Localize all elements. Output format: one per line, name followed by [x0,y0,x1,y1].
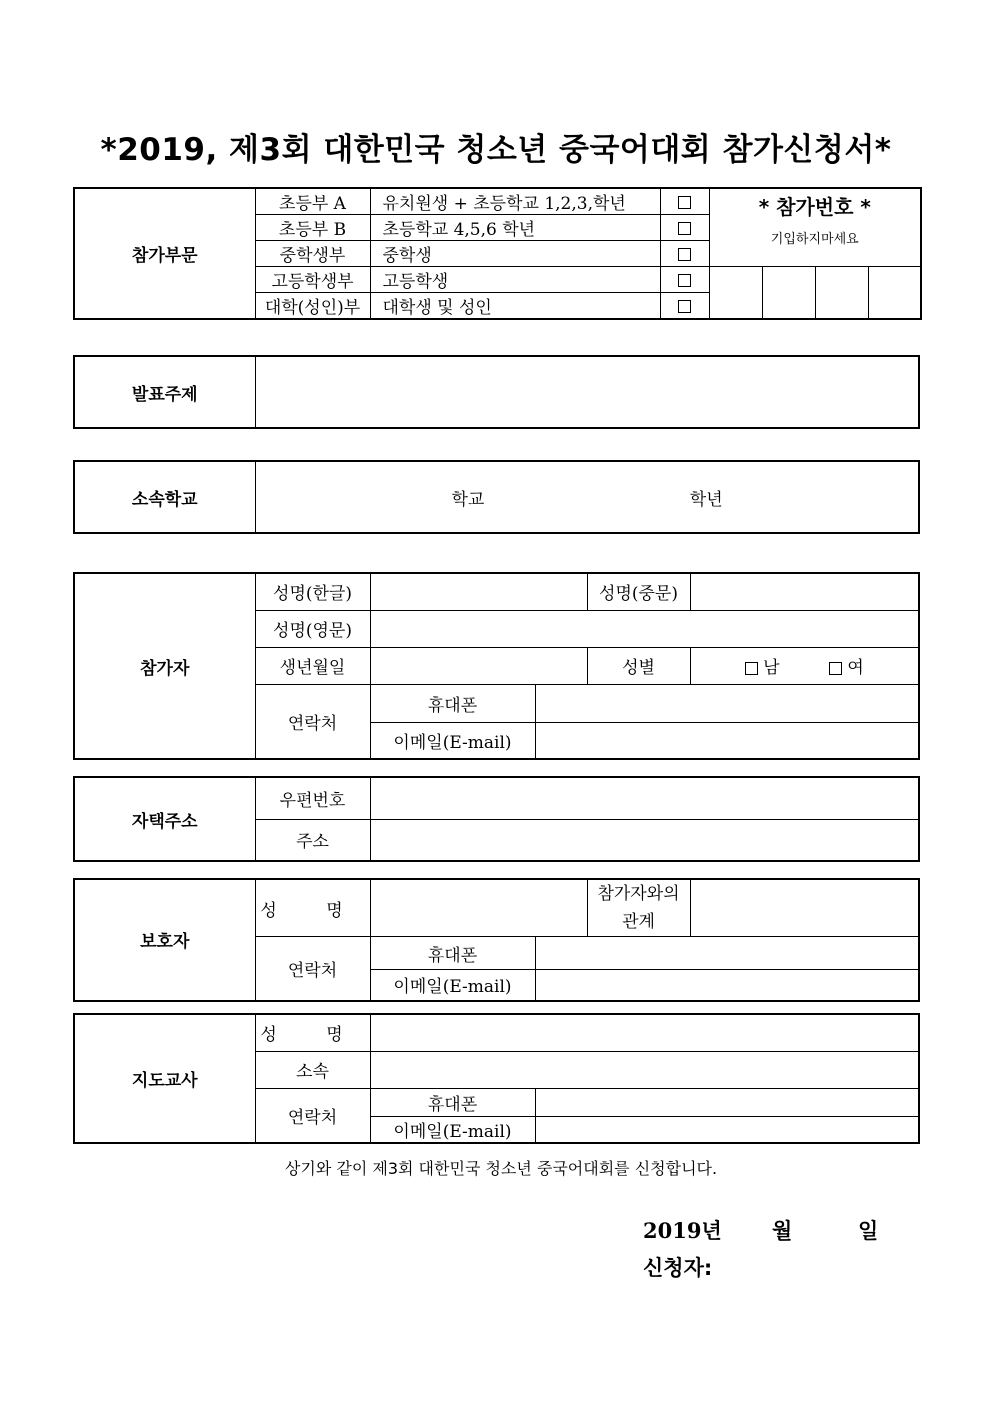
division-name: 초등부 A [255,188,370,215]
participant-table [73,572,920,760]
address-table [73,776,920,862]
participant-number-digit [709,267,762,320]
postal-code-input[interactable] [370,777,919,819]
teacher-mobile-input[interactable] [535,1088,919,1116]
postal-code-label: 우편번호 [255,777,370,819]
participant-number-digit [762,267,815,320]
guardian-contact-label: 연락처 [255,937,370,1001]
school-table [73,460,920,534]
topic-input[interactable] [255,356,919,428]
division-checkbox[interactable] [660,267,709,293]
guardian-table [73,878,920,1002]
teacher-header: 지도교사 [74,1014,255,1143]
date-year: 2019년 [643,1218,722,1243]
division-checkbox[interactable] [660,293,709,320]
division-checkbox[interactable] [660,215,709,241]
division-name: 초등부 B [255,215,370,241]
teacher-mobile-label: 휴대폰 [370,1088,535,1116]
participant-contact-label: 연락처 [255,684,370,759]
teacher-affiliation-label: 소속 [255,1051,370,1088]
division-header: 참가부문 [74,188,255,319]
guardian-relation-label [587,879,690,937]
guardian-name-input[interactable] [370,879,587,937]
grade-label: 학년 [689,489,723,510]
teacher-email-label: 이메일(E-mail) [370,1116,535,1143]
date-day: 일 [858,1218,879,1243]
date-month: 월 [772,1218,793,1243]
topic-header: 발표주제 [74,356,255,428]
teacher-name-label: 성 명 [255,1014,370,1051]
gender-options [690,647,919,684]
participant-email-input[interactable] [535,722,919,759]
guardian-name-label: 성 명 [255,879,370,937]
participant-header: 참가자 [74,573,255,759]
address-header: 자택주소 [74,777,255,861]
address-input[interactable] [370,819,919,861]
checkbox-icon[interactable] [678,248,691,261]
school-header: 소속학교 [74,461,255,533]
division-name: 대학(성인)부 [255,293,370,320]
gender-label: 성별 [587,647,690,684]
gender-male-option[interactable] [745,653,780,678]
school-input[interactable] [255,461,919,533]
gender-male-label: 남 [763,658,780,678]
applicant-label: 신청자: [643,1256,713,1280]
division-desc: 대학생 및 성인 [370,293,660,320]
participant-number-note: 기입하지마세요 [770,232,859,247]
birth-date-input[interactable] [370,647,587,684]
participant-number-title: * 참가번호 * [758,195,871,219]
school-label: 학교 [451,489,485,510]
guardian-email-label: 이메일(E-mail) [370,970,535,1001]
participant-mobile-label: 휴대폰 [370,684,535,722]
gender-female-option[interactable] [829,653,864,678]
checkbox-icon[interactable] [678,222,691,235]
division-checkbox[interactable] [660,241,709,267]
guardian-mobile-input[interactable] [535,937,919,970]
guardian-relation-input[interactable] [690,879,919,937]
guardian-mobile-label: 휴대폰 [370,937,535,970]
division-name: 고등학생부 [255,267,370,293]
checkbox-icon[interactable] [678,196,691,209]
topic-table [73,355,920,429]
division-desc: 중학생 [370,241,660,267]
participant-mobile-input[interactable] [535,684,919,722]
division-desc: 고등학생 [370,267,660,293]
relation-label-line1: 참가자와의 [597,884,680,904]
teacher-name-input[interactable] [370,1014,919,1051]
teacher-contact-label: 연락처 [255,1088,370,1143]
teacher-table [73,1013,920,1144]
division-checkbox[interactable] [660,188,709,215]
participant-email-label: 이메일(E-mail) [370,722,535,759]
division-desc: 유치원생 + 초등학교 1,2,3,학년 [370,188,660,215]
name-korean-label: 성명(한글) [255,573,370,610]
division-desc: 초등학교 4,5,6 학년 [370,215,660,241]
gender-female-label: 여 [847,658,864,678]
division-name: 중학생부 [255,241,370,267]
checkbox-icon[interactable] [745,662,758,675]
address-label: 주소 [255,819,370,861]
name-chinese-label: 성명(중문) [587,573,690,610]
guardian-email-input[interactable] [535,970,919,1001]
name-english-label: 성명(영문) [255,610,370,647]
checkbox-icon[interactable] [678,300,691,313]
name-english-input[interactable] [370,610,919,647]
checkbox-icon[interactable] [829,662,842,675]
division-table [73,187,922,320]
name-korean-input[interactable] [370,573,587,610]
teacher-email-input[interactable] [535,1116,919,1143]
checkbox-icon[interactable] [678,274,691,287]
participant-number-digit [868,267,921,320]
birth-date-label: 생년월일 [255,647,370,684]
name-chinese-input[interactable] [690,573,919,610]
participant-number-box [709,188,921,267]
form-title: *2019, 제3회 대한민국 청소년 중국어대회 참가신청서* [100,132,892,168]
participant-number-digit [815,267,868,320]
guardian-header: 보호자 [74,879,255,1001]
relation-label-line2: 관계 [622,912,655,932]
teacher-affiliation-input[interactable] [370,1051,919,1088]
application-statement: 상기와 같이 제3회 대한민국 청소년 중국어대회를 신청합니다. [284,1159,718,1178]
